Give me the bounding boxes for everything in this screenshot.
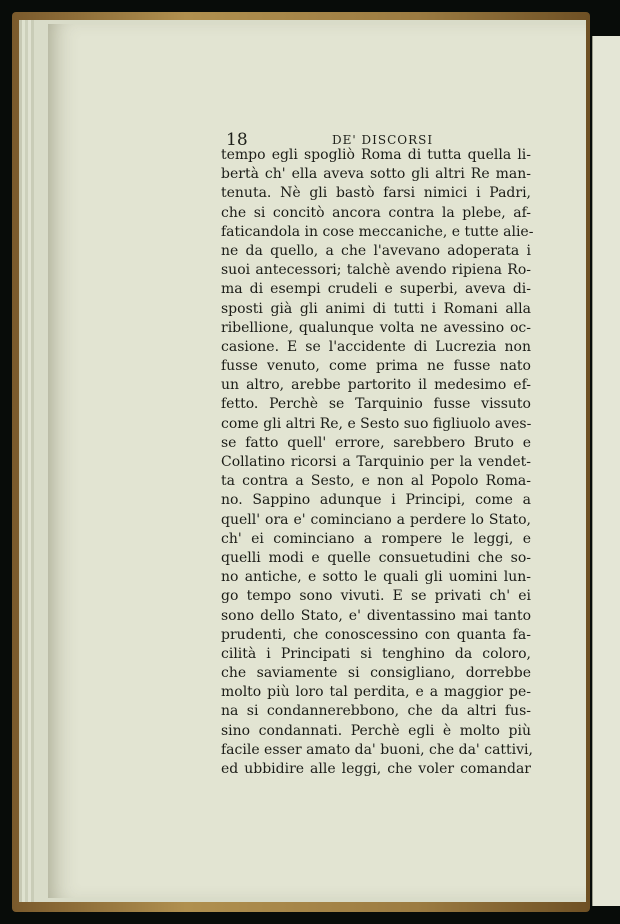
text-line: quelli modi e quelle consuetudini che so- [221,549,531,566]
text-line: un altro, arebbe partorito il medesimo ef- [221,377,531,394]
text-line: go tempo sono vivuti. E se privati ch' ei [221,588,531,605]
text-line: molto più loro tal perdita, e a maggior pe- [221,684,531,701]
text-line: ta contra a Sesto, e non al Popolo Roma- [221,473,531,490]
text-line: sono dello Stato, e' diventassino mai tanto [221,607,531,624]
text-line: faticandola in cose meccaniche, e tutte alie- [221,223,534,240]
text-line: come gli altri Re, e Sesto suo figliuolo aves- [221,415,532,432]
text-line: bertà ch' ella aveva sotto gli altri Re man- [221,166,531,183]
text-line: ma di esempi crudeli e superbi, aveva di- [221,281,531,298]
text-line: fetto. Perchè se Tarquinio fusse vissuto [221,396,531,413]
text-line: prudenti, che conoscessino con quanta fa- [221,626,531,643]
text-line: Collatino ricorsi a Tarquinio per la vendet- [221,454,531,470]
text-line: no. Sappino adunque i Principi, come a [221,492,531,509]
text-line: cilità i Principati si tenghino da coloro, [221,645,531,662]
text-line: tenuta. Nè gli bastò farsi nimici i Padri, [221,185,531,202]
text-line: na si condannerebbono, che da altri fus- [221,703,531,720]
text-line: ribellione, qualunque volta ne avessino oc- [221,319,531,336]
page-number: 18 [226,130,248,150]
text-line: fusse venuto, come prima ne fusse nato [221,358,531,375]
text-line: ed ubbidire alle leggi, che voler comandar [221,761,531,777]
running-title: DE' DISCORSI [332,133,434,147]
body-text [221,146,534,779]
text-line: sino condannati. Perchè egli è molto più [221,722,531,739]
text-line: no antiche, e sotto le quali gli uomini lun- [221,569,531,586]
text-line: suoi antecessori; talchè avendo ripiena Ro- [221,262,531,279]
text-line: facile esser amato da' buoni, che da' cattivi, [221,741,533,758]
facing-page-edge [592,36,620,906]
text-line: se fatto quell' errore, sarebbero Bruto e [221,434,531,451]
text-line: ne da quello, a che l'avevano adoperata i [221,242,531,259]
text-line: che saviamente si consigliano, dorrebbe [221,665,531,682]
text-line: tempo egli spogliò Roma di tutta quella li- [221,147,531,163]
text-line: sposti già gli animi di tutti i Romani alla [221,300,531,317]
text-line: che si concitò ancora contra la plebe, af- [221,204,531,221]
text-line: ch' ei cominciano a rompere le leggi, e [221,530,531,547]
text-line: casione. E se l'accidente di Lucrezia non [221,338,531,355]
text-line: quell' ora e' cominciano a perdere lo Stato, [221,511,531,528]
